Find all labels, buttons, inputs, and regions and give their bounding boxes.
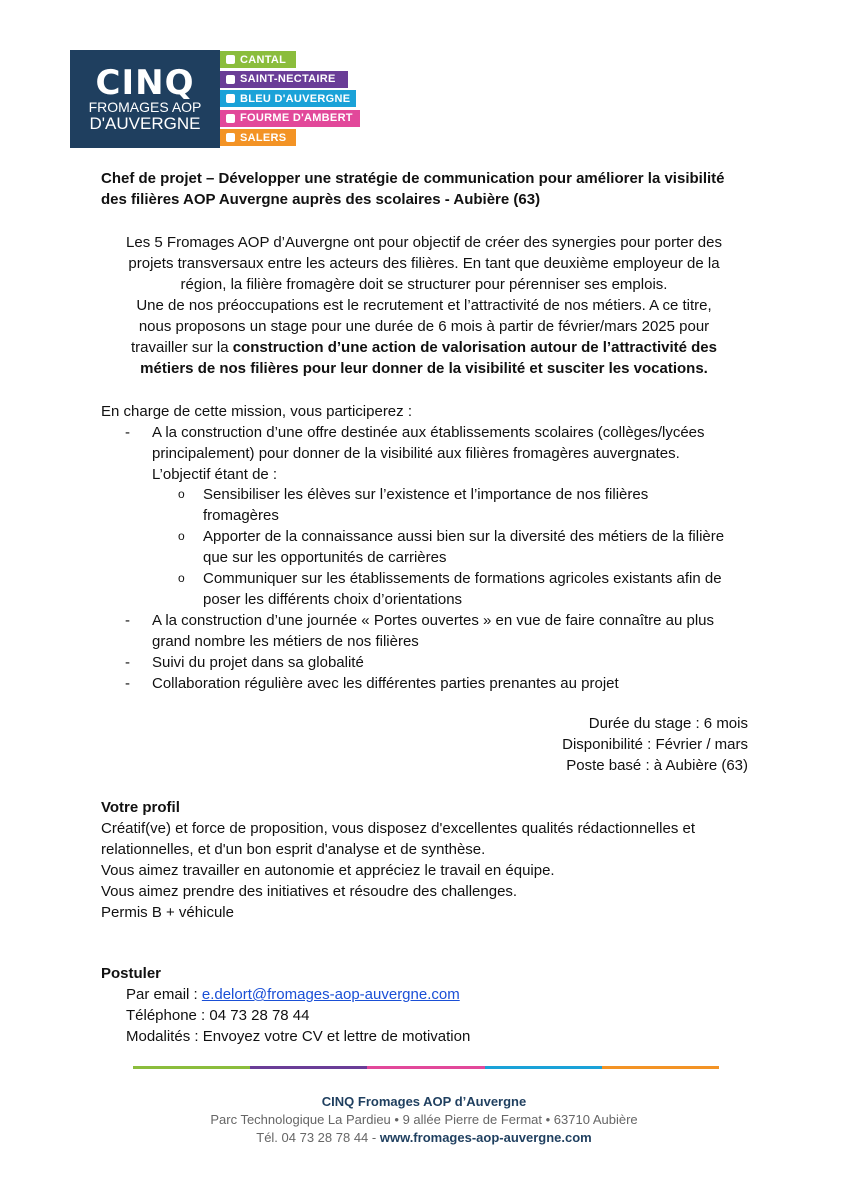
list-item: Collaboration régulière avec les différentes parties prenantes au projet [152, 675, 619, 692]
profile-heading: Votre profil [101, 799, 180, 816]
list-subitem: Sensibiliser les élèves sur l’existence et l’importance de nos filières fromagères [203, 486, 649, 524]
footer-address: Parc Technologique La Pardieu • 9 allée Pierre de Fermat • 63710 Aubière [210, 1112, 638, 1127]
logo [70, 50, 220, 148]
list-item: Suivi du projet dans sa globalité [152, 654, 364, 671]
dash-bullet: - [125, 424, 130, 441]
apply-modalities: Modalités : Envoyez votre CV et lettre de motivation [126, 1028, 471, 1045]
footer-website-link[interactable]: www.fromages-aop-auvergne.com [379, 1130, 592, 1145]
footer-divider [133, 1066, 719, 1069]
list-item: A la construction d’une journée « Portes ouvertes » en vue de faire connaître au plus grand nombre les métiers de nos filières [152, 612, 715, 650]
detail-duration: Durée du stage : 6 mois [588, 715, 748, 732]
mission-heading: En charge de cette mission, vous participerez : [101, 403, 412, 420]
circle-bullet-icon: o [178, 529, 185, 543]
cheese-icon [226, 55, 235, 64]
logo-subtitle-region: D'AUVERGNE [89, 114, 201, 133]
intro-paragraph: Les 5 Fromages AOP d’Auvergne ont pour objectif de créer des synergies pour porter des projets transversaux entre les acteurs des filières. En tant que deuxième employeur de la région, la filière fromagère doit se structurer pour pérenniser ses emplois. Une de nos préoccupations est le recrutement et l’attractivité de nos métiers. A ce titre, nous proposons un stage pour une durée de 6 mois à partir de février/mars 2025 pour travailler sur la construction d’une action de valorisation autour de l’attractivité des métiers de nos filières pour leur donner de la visibilité et susciter les vocations. [126, 234, 722, 377]
tag-fourme-ambert: FOURME D'AMBERT [220, 110, 360, 127]
cheese-icon [226, 75, 235, 84]
detail-availability: Disponibilité : Février / mars [562, 736, 748, 753]
list-item: A la construction d’une offre destinée aux établissements scolaires (collèges/lycées principalement) pour donner de la visibilité aux filières fromagères auvergnates. L’objectif étant de : [152, 424, 705, 483]
cheese-icon [226, 94, 235, 103]
tag-saint-nectaire: SAINT-NECTAIRE [220, 71, 348, 88]
footer-contact: Tél. 04 73 28 78 44 - www.fromages-aop-auvergne.com [256, 1130, 592, 1145]
cheese-tags [220, 51, 360, 149]
page-title: Chef de projet – Développer une stratégie de communication pour améliorer la visibilité des filières AOP Auvergne auprès des scolaires - Aubière (63) [101, 170, 725, 208]
dash-bullet: - [125, 612, 130, 629]
apply-phone: Téléphone : 04 73 28 78 44 [126, 1007, 310, 1024]
cheese-icon [226, 133, 235, 142]
logo-wordmark: CINQ [95, 63, 195, 103]
profile-text: Créatif(ve) et force de proposition, vous disposez d'excellentes qualités rédactionnelles et relationnelles, et d'un bon esprit d'analyse et de synthèse. Vous aimez travailler en autonomie et appréciez le travail en équipe. Vous aimez prendre des initiatives et résoudre des challenges. Permis B + véhicule [101, 820, 696, 921]
cheese-icon [226, 114, 235, 123]
apply-heading: Postuler [101, 965, 162, 982]
circle-bullet-icon: o [178, 571, 185, 585]
list-subitem: Communiquer sur les établissements de formations agricoles existants afin de poser les différents choix d’orientations [203, 570, 722, 608]
apply-email: Par email : e.delort@fromages-aop-auvergne.com [126, 986, 460, 1003]
email-link[interactable]: e.delort@fromages-aop-auvergne.com [201, 986, 460, 1003]
logo-subtitle: FROMAGES AOP [88, 99, 202, 115]
tag-bleu-auvergne: BLEU D'AUVERGNE [220, 90, 356, 107]
dash-bullet: - [125, 654, 130, 671]
detail-location: Poste basé : à Aubière (63) [566, 757, 748, 774]
list-subitem: Apporter de la connaissance aussi bien sur la diversité des métiers de la filière que sur les opportunités de carrières [203, 528, 725, 566]
footer-company: CINQ Fromages AOP d’Auvergne [321, 1094, 527, 1109]
tag-cantal: CANTAL [220, 51, 296, 68]
circle-bullet-icon: o [178, 487, 185, 501]
tag-salers: SALERS [220, 129, 296, 146]
dash-bullet: - [125, 675, 130, 692]
